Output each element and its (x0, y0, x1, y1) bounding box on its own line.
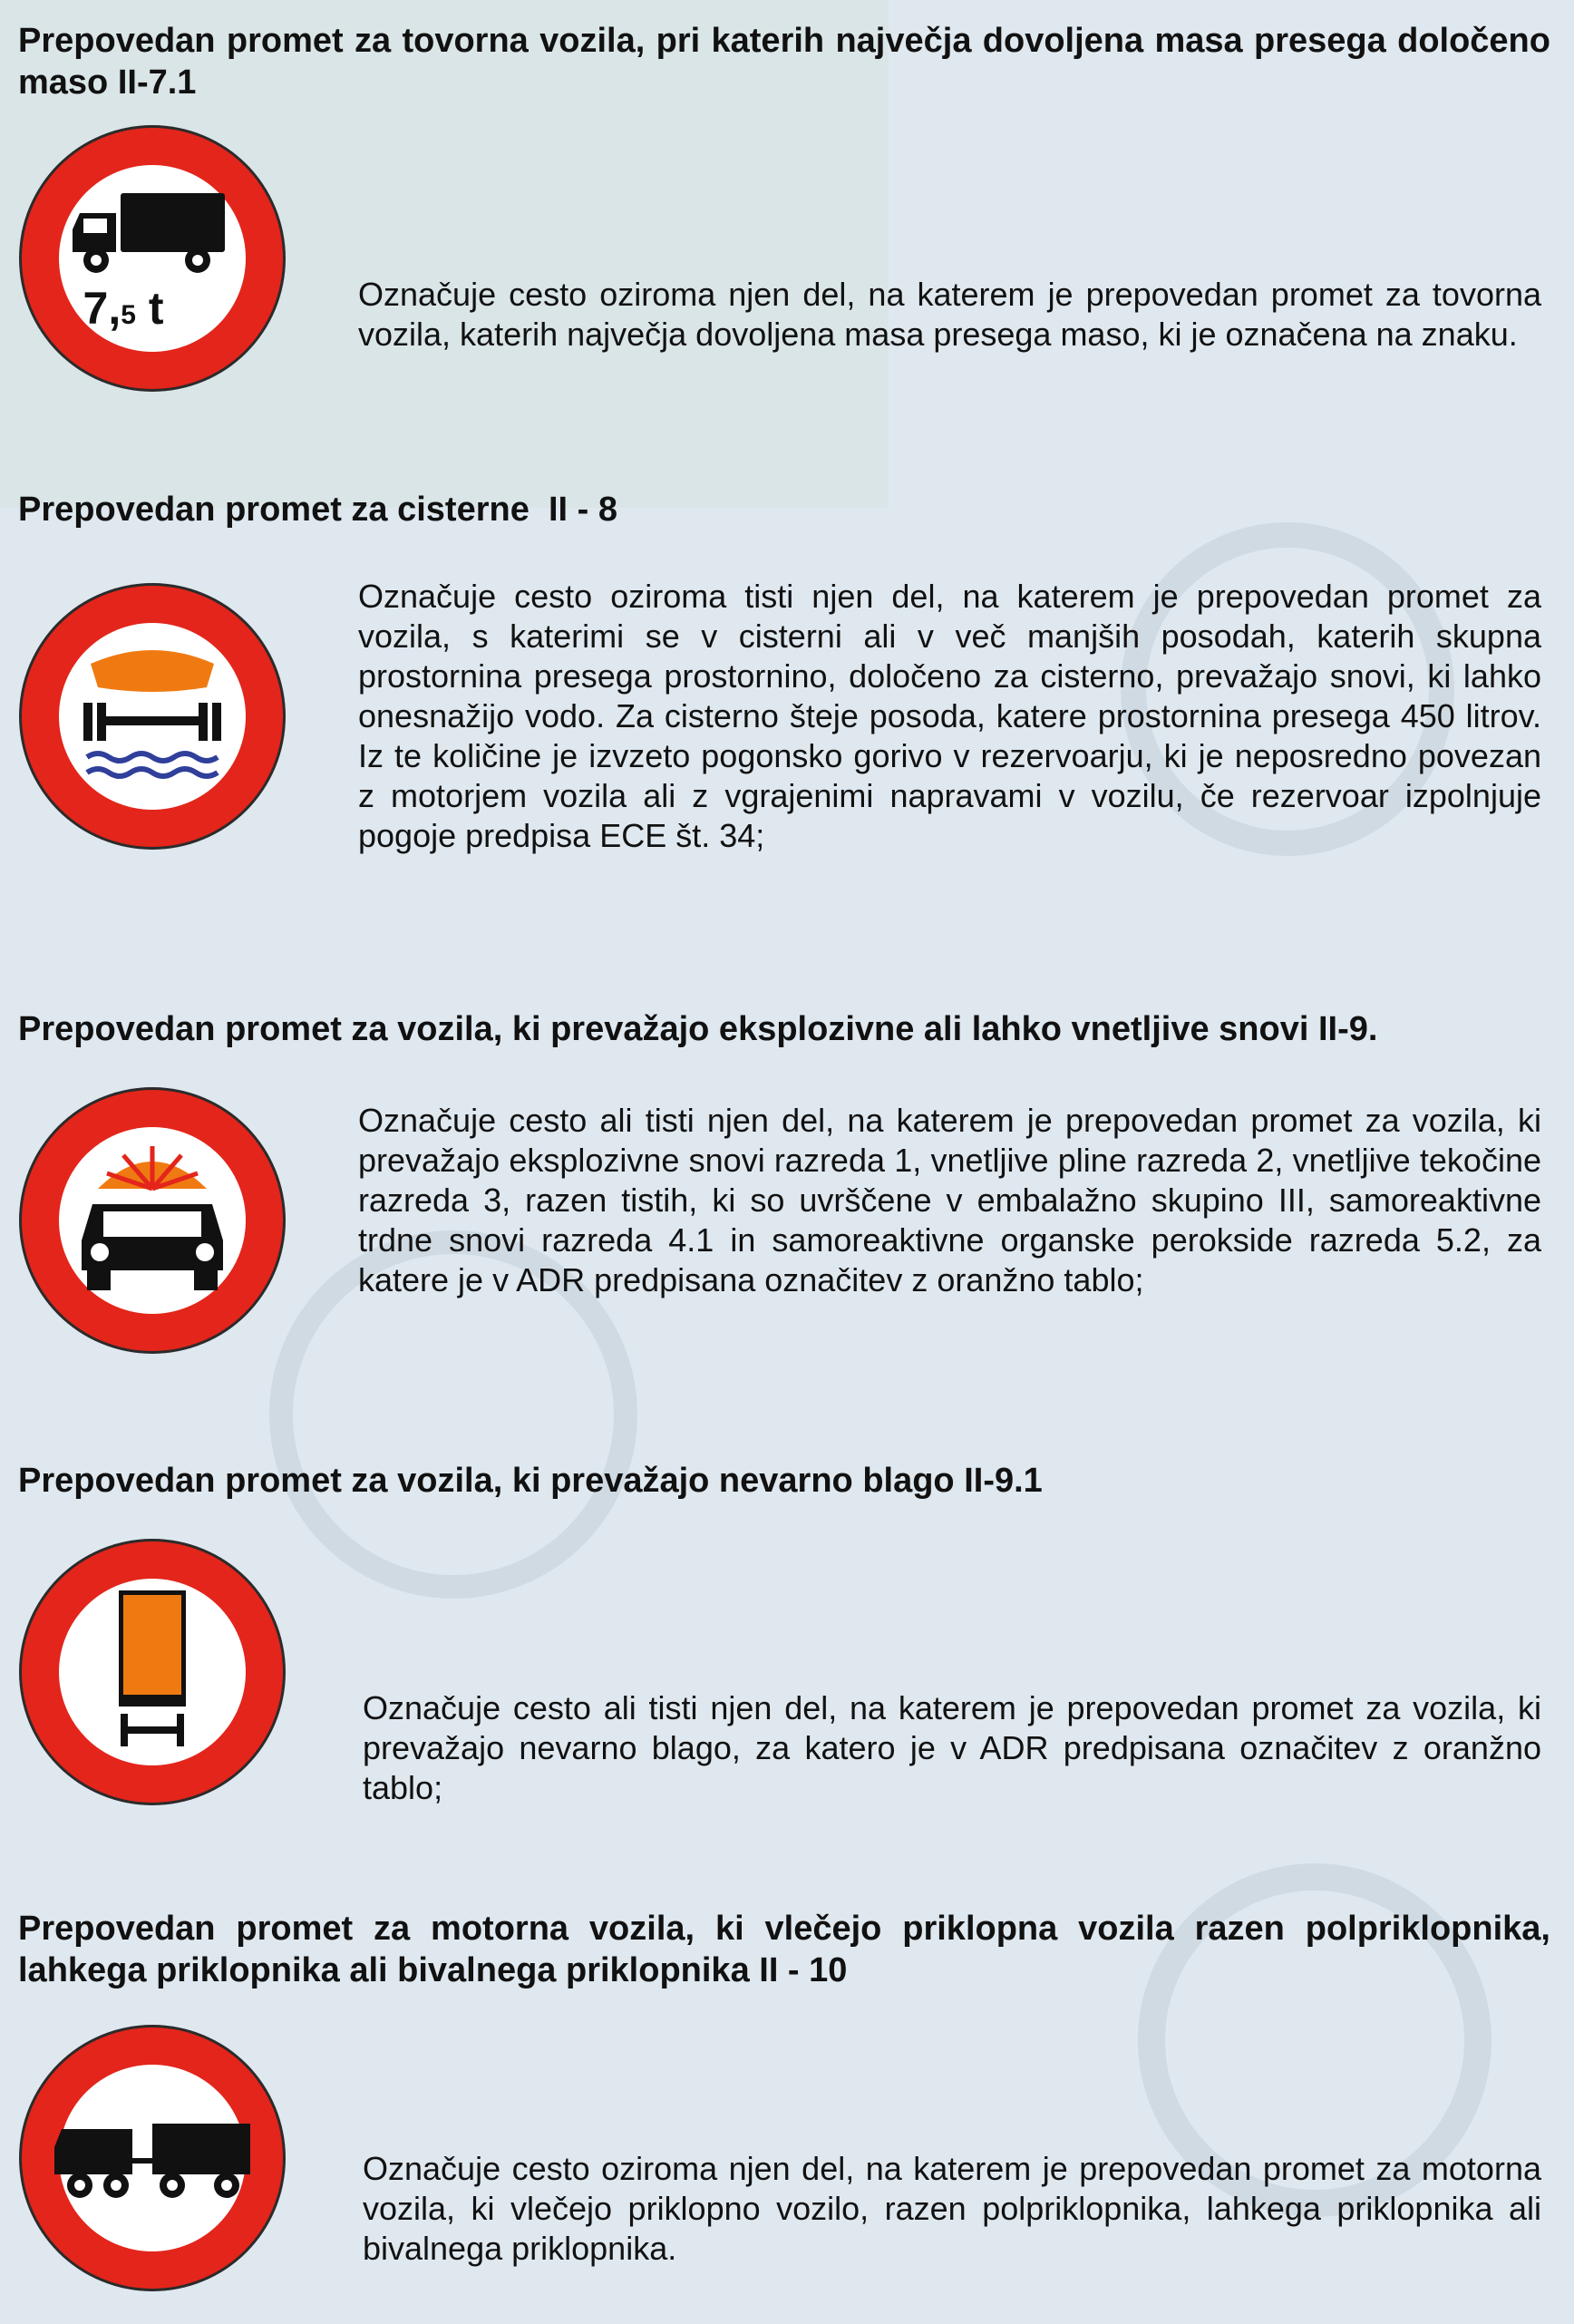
sign-ii-9-1 (16, 1536, 288, 1808)
sign-ii-9 (16, 1084, 288, 1356)
section-heading: Prepovedan promet za motorna vozila, ki vlečejo priklopna vozila razen polpriklopnika, lahkega priklopnika ali bivalnega priklopnika II - 10 (18, 1910, 1550, 1989)
sign-ii-8 (16, 580, 288, 852)
section-description: Označuje cesto ali tisti njen del, na katerem je prepovedan promet za vozila, ki prevažajo nevarno blago, za katero je v ADR predpisana označitev z oranžno tablo; (363, 1689, 1541, 1806)
section-heading: Prepovedan promet za vozila, ki prevažajo nevarno blago II-9.1 (18, 1462, 1043, 1500)
sign-ii-7-1 (16, 122, 288, 394)
section-description: Označuje cesto ali tisti njen del, na katerem je prepovedan promet za vozila, ki prevažajo eksplozivne snovi razreda 1, vnetljive pline razreda 2, vnetljive tekočine razreda 3, razen tistih, ki so uvrščene v embalažno skupino III, samoreaktivne trdne snovi razreda 4.1 in samoreaktivne organske perokside razreda 5.2, za katere je v ADR predpisana označitev z oranžno tablo; (358, 1102, 1541, 1298)
sign-weight-unit: t (135, 283, 164, 334)
section-heading: Prepovedan promet za cisterne II - 8 (18, 491, 617, 529)
section-heading: Prepovedan promet za tovorna vozila, pri katerih največja dovoljena masa presega določeno maso II-7.1 (18, 22, 1550, 102)
sign-weight-main: 7, (83, 283, 121, 334)
section-heading: Prepovedan promet za vozila, ki prevažajo eksplozivne ali lahko vnetljive snovi II-9. (18, 1010, 1378, 1048)
section-description: Označuje cesto oziroma njen del, na katerem je prepovedan promet za tovorna vozila, katerih največja dovoljena masa presega maso, ki je označena na znaku. (358, 276, 1541, 353)
sign-ii-10 (16, 2022, 288, 2294)
sign-weight-sub: 5 (121, 300, 136, 330)
section-description: Označuje cesto oziroma tisti njen del, na katerem je prepovedan promet za vozila, s katerimi se v cisterni ali v več manjših posodah, katerih skupna prostornina presega prostornino, določeno za cisterno, prevažajo snovi, ki lahko onesnažijo vodo. Za cisterno šteje posoda, katere prostornina presega 450 litrov. Iz te količine je izvzeto pogonsko gorivo v rezervoarju, ki je neposredno povezan z motorjem vozila ali z vgrajenimi napravami v vozilu, če rezervoar izpolnjuje pogoje predpisa ECE št. 34; (358, 578, 1541, 854)
section-description: Označuje cesto oziroma njen del, na katerem je prepovedan promet za motorna vozila, ki vlečejo priklopno vozilo, razen polpriklopnika, lahkega priklopnika ali bivalnega priklopnika. (363, 2150, 1541, 2267)
